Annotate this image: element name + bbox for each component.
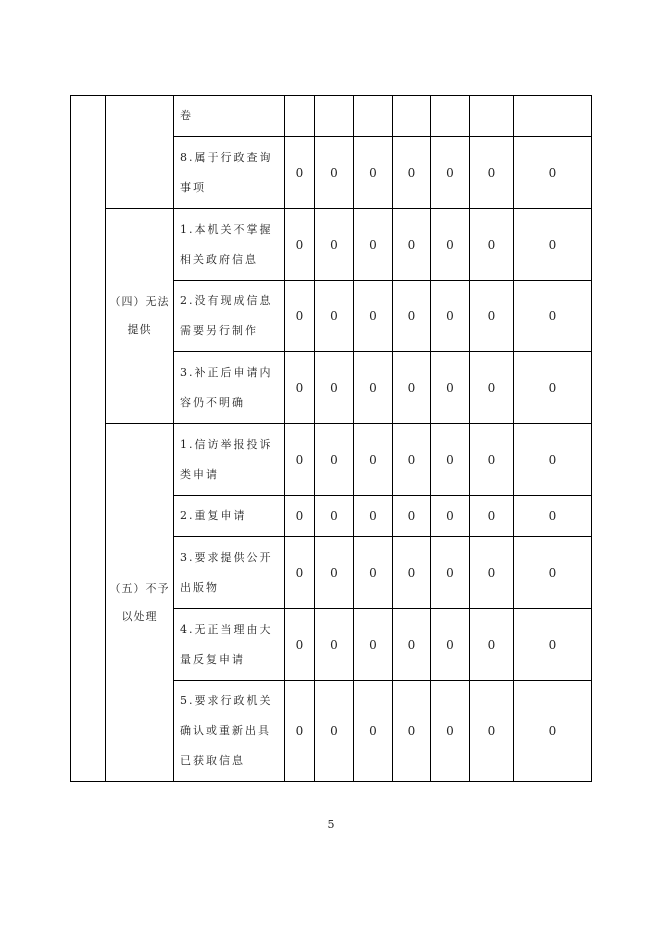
value-cell: 0	[514, 209, 592, 281]
value-cell: 0	[354, 609, 393, 681]
table-row	[71, 424, 592, 496]
value-cell: 0	[431, 496, 470, 537]
value-cell	[514, 96, 592, 137]
value-cell: 0	[354, 281, 393, 352]
value-cell: 0	[393, 209, 431, 281]
value-cell: 0	[431, 281, 470, 352]
value-cell: 0	[315, 496, 354, 537]
value-cell: 0	[514, 352, 592, 424]
value-cell: 0	[470, 681, 514, 782]
value-cell: 0	[354, 352, 393, 424]
value-cell: 0	[470, 609, 514, 681]
value-cell	[431, 96, 470, 137]
value-cell	[285, 96, 315, 137]
value-cell: 0	[431, 609, 470, 681]
value-cell	[315, 96, 354, 137]
value-cell: 0	[315, 424, 354, 496]
category-not-processed: （五）不予以处理	[106, 424, 174, 782]
value-cell: 0	[431, 537, 470, 609]
value-cell: 0	[431, 681, 470, 782]
value-cell: 0	[285, 496, 315, 537]
value-cell: 0	[393, 609, 431, 681]
row-description: 1.本机关不掌握相关政府信息	[174, 209, 285, 281]
row-description: 3.要求提供公开出版物	[174, 537, 285, 609]
row-description: 3.补正后申请内容仍不明确	[174, 352, 285, 424]
page-number: 5	[327, 818, 335, 831]
outer-category-cell	[71, 96, 106, 782]
value-cell: 0	[514, 137, 592, 209]
value-cell: 0	[470, 496, 514, 537]
value-cell: 0	[315, 681, 354, 782]
row-description: 5.要求行政机关确认或重新出具已获取信息	[174, 681, 285, 782]
value-cell: 0	[470, 537, 514, 609]
category-cell-prev	[106, 96, 174, 209]
value-cell: 0	[470, 137, 514, 209]
row-description: 2.没有现成信息需要另行制作	[174, 281, 285, 352]
value-cell: 0	[285, 424, 315, 496]
value-cell: 0	[315, 137, 354, 209]
value-cell: 0	[514, 609, 592, 681]
value-cell: 0	[315, 609, 354, 681]
value-cell: 0	[354, 681, 393, 782]
row-description: 8.属于行政查询事项	[174, 137, 285, 209]
value-cell: 0	[470, 424, 514, 496]
value-cell: 0	[431, 352, 470, 424]
row-description: 4.无正当理由大量反复申请	[174, 609, 285, 681]
value-cell: 0	[393, 281, 431, 352]
row-description: 2.重复申请	[174, 496, 285, 537]
value-cell: 0	[393, 681, 431, 782]
value-cell: 0	[470, 209, 514, 281]
value-cell: 0	[285, 352, 315, 424]
value-cell: 0	[514, 281, 592, 352]
value-cell: 0	[285, 281, 315, 352]
value-cell: 0	[285, 609, 315, 681]
value-cell: 0	[393, 424, 431, 496]
row-description: 1.信访举报投诉类申请	[174, 424, 285, 496]
table-row	[71, 209, 592, 281]
value-cell: 0	[393, 496, 431, 537]
value-cell: 0	[354, 137, 393, 209]
value-cell: 0	[285, 137, 315, 209]
value-cell: 0	[514, 681, 592, 782]
value-cell: 0	[315, 352, 354, 424]
value-cell: 0	[514, 424, 592, 496]
disclosure-table	[70, 95, 592, 782]
value-cell: 0	[393, 137, 431, 209]
value-cell: 0	[393, 537, 431, 609]
value-cell: 0	[315, 281, 354, 352]
value-cell: 0	[354, 537, 393, 609]
value-cell: 0	[285, 681, 315, 782]
value-cell: 0	[470, 281, 514, 352]
value-cell: 0	[354, 496, 393, 537]
value-cell	[393, 96, 431, 137]
table-row	[71, 96, 592, 137]
row-description: 卷	[174, 96, 285, 137]
value-cell: 0	[315, 537, 354, 609]
value-cell	[470, 96, 514, 137]
value-cell: 0	[514, 537, 592, 609]
value-cell: 0	[285, 209, 315, 281]
value-cell: 0	[393, 352, 431, 424]
category-cannot-provide: （四）无法提供	[106, 209, 174, 424]
value-cell: 0	[431, 209, 470, 281]
value-cell	[354, 96, 393, 137]
value-cell: 0	[354, 209, 393, 281]
value-cell: 0	[315, 209, 354, 281]
value-cell: 0	[354, 424, 393, 496]
value-cell: 0	[514, 496, 592, 537]
value-cell: 0	[470, 352, 514, 424]
value-cell: 0	[431, 424, 470, 496]
value-cell: 0	[431, 137, 470, 209]
value-cell: 0	[285, 537, 315, 609]
